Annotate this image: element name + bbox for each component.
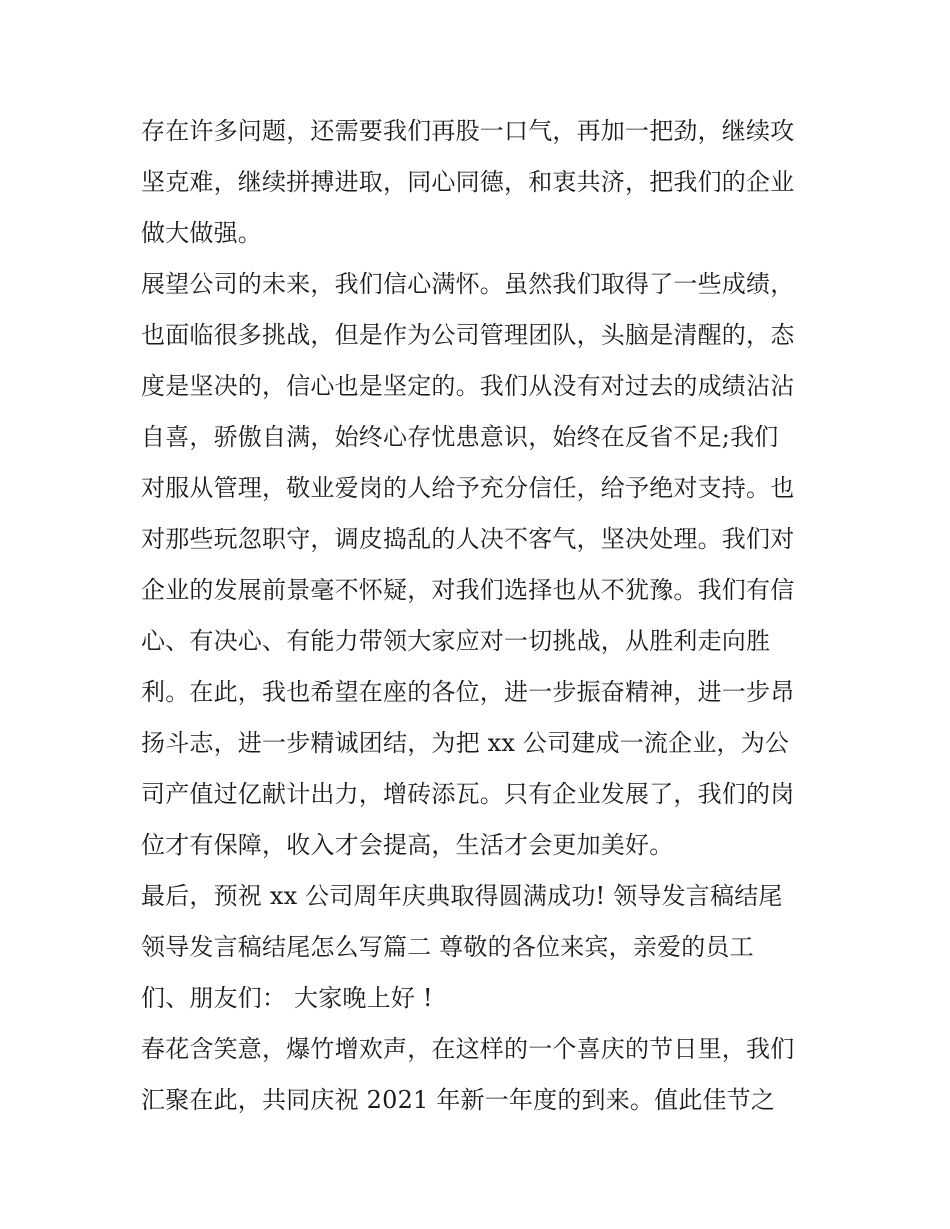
text-line: 利。在此，我也希望在座的各位，进一步振奋精神，进一步昂 [141,678,795,706]
text-line: 展望公司的未来，我们信心满怀。虽然我们取得了一些成绩， [141,270,795,298]
text-line: 最后，预祝 xx 公司周年庆典取得圆满成功! 领导发言稿结尾 [141,882,783,910]
text-line: 企业的发展前景毫不怀疑，对我们选择也从不犹豫。我们有信 [141,576,795,604]
text-line: 自喜，骄傲自满，始终心存忧患意识，始终在反省不足;我们 [141,423,779,451]
text-line: 汇聚在此，共同庆祝 2021 年新一年度的到来。值此佳节之 [141,1086,776,1114]
text-line: 也面临很多挑战，但是作为公司管理团队，头脑是清醒的，态 [141,321,795,349]
text-line: 春花含笑意，爆竹增欢声，在这样的一个喜庆的节日里，我们 [141,1035,795,1063]
text-line: 对那些玩忽职守，调皮捣乱的人决不客气，坚决处理。我们对 [141,525,795,553]
text-line: 度是坚决的，信心也是坚定的。我们从没有对过去的成绩沾沾 [141,372,795,400]
text-line: 存在许多问题，还需要我们再股一口气，再加一把劲，继续攻 [141,117,795,145]
text-line: 扬斗志，进一步精诚团结，为把 xx 公司建成一流企业，为公 [141,729,790,757]
text-line: 坚克难，继续拼搏进取，同心同德，和衷共济，把我们的企业 [141,168,795,196]
text-line: 心、有决心、有能力带领大家应对一切挑战，从胜利走向胜 [141,627,771,655]
text-line: 司产值过亿献计出力，增砖添瓦。只有企业发展了，我们的岗 [141,780,795,808]
text-line: 领导发言稿结尾怎么写篇二 尊敬的各位来宾，亲爱的员工 [141,933,754,961]
text-line: 们、朋友们： 大家晚上好 ! [141,984,433,1012]
text-line: 位才有保障，收入才会提高，生活才会更加美好。 [141,831,674,859]
text-line: 做大做强。 [141,219,262,247]
text-line: 对服从管理，敬业爱岗的人给予充分信任，给予绝对支持。也 [141,474,795,502]
document-body [141,106,821,1126]
